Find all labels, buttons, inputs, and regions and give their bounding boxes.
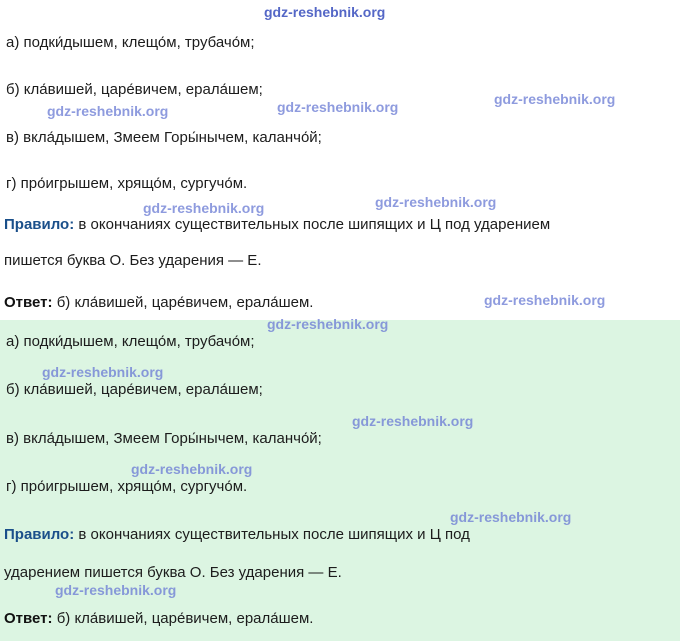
watermark-4: gdz-reshebnik.org (143, 200, 265, 216)
top-answer-b: б) кла́вишей, царе́вичем, ерала́шем; (6, 81, 263, 98)
watermark-1: gdz-reshebnik.org (47, 103, 169, 119)
top-answer-label: Ответ: (4, 294, 53, 311)
top-answer-text: б) кла́вишей, царе́вичем, ерала́шем. (52, 294, 314, 311)
top-answer-line (4, 294, 313, 311)
bottom-answer-text: б) кла́вишей, царе́вичем, ерала́шем. (52, 610, 314, 627)
watermark-11: gdz-reshebnik.org (450, 509, 572, 525)
top-rule-label: Правило: (4, 216, 75, 233)
bottom-rule-text-1: в окончаниях существительных после шипящих и Ц под (74, 526, 470, 543)
bottom-rule-line-1 (4, 526, 470, 543)
bottom-answer-line (4, 610, 313, 627)
bottom-answer-label: Ответ: (4, 610, 53, 627)
top-rule-line-2: пишется буква О. Без ударения — Е. (4, 252, 262, 269)
watermark-7: gdz-reshebnik.org (267, 316, 389, 332)
top-answer-d: г) про́игрышем, хрящо́м, сургучо́м. (6, 175, 248, 192)
watermark-3: gdz-reshebnik.org (494, 91, 616, 107)
watermark-9: gdz-reshebnik.org (352, 413, 474, 429)
top-rule-text-1: в окончаниях существительных после шипящих и Ц под ударением (74, 216, 551, 233)
top-answer-a: а) подки́дышем, клещо́м, трубачо́м; (6, 34, 255, 51)
bottom-answer-b: б) кла́вишей, царе́вичем, ерала́шем; (6, 381, 263, 398)
bottom-answer-c: в) вкла́дышем, Змеем Горы́нычем, каланчо́й; (6, 430, 322, 447)
bottom-rule-line-2: ударением пишется буква О. Без ударения — Е. (4, 564, 342, 581)
watermark-0: gdz-reshebnik.org (264, 4, 386, 20)
top-answer-c: в) вкла́дышем, Змеем Горы́нычем, каланчо́й; (6, 129, 322, 146)
watermark-2: gdz-reshebnik.org (277, 99, 399, 115)
watermark-8: gdz-reshebnik.org (42, 364, 164, 380)
watermark-10: gdz-reshebnik.org (131, 461, 253, 477)
watermark-12: gdz-reshebnik.org (55, 582, 177, 598)
watermark-6: gdz-reshebnik.org (484, 292, 606, 308)
top-rule-line-1 (4, 216, 550, 233)
watermark-5: gdz-reshebnik.org (375, 194, 497, 210)
bottom-answer-d: г) про́игрышем, хрящо́м, сургучо́м. (6, 478, 248, 495)
bottom-answer-a: а) подки́дышем, клещо́м, трубачо́м; (6, 333, 255, 350)
bottom-rule-label: Правило: (4, 526, 75, 543)
